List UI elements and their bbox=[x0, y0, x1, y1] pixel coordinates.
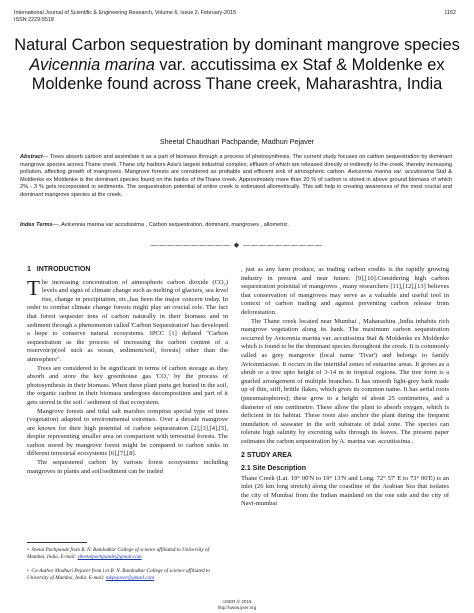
page-footer bbox=[0, 599, 474, 611]
section-heading-study-area: 2 STUDY AREA bbox=[241, 452, 292, 460]
email-link-1[interactable]: sheetalpachpande@gmail.com bbox=[77, 553, 142, 560]
footnote-2: • Co-Author Madhuri Pejaver from l et B. N. Bandodkar College of science affiliated to University of Mumbai, India. E-mail: mkpejaver@gmail.com bbox=[27, 568, 211, 581]
index-terms: Index Terms—, Avicennia marina var accutissima , Carbon sequestration, dominant, mangroves , allometric. bbox=[20, 222, 290, 228]
authors: Sheetal Chaudhari Pachpande, Madhuri Pejaver bbox=[159, 137, 315, 146]
drop-cap: T bbox=[27, 275, 40, 300]
abstract-label: Abstract bbox=[20, 154, 43, 160]
intro-paragraph-2: Trees are considered to be significant in terms of carbon storage as they absorb and store the key greenhouse gas 'CO₂' by the process of photosynthesis in their biomass. When these plant parts get buried in the soil, the organic carbon in their biomass undergoes decomposition and part of it gets stored in the soil / sediment of that ecosystem. bbox=[27, 364, 228, 406]
intro-paragraph-5: , just as any farm produce, as trading carbon credits is the rapidly growing industry in present and near future. [9],[10].Considering high carbon sequestration potential of mangroves , many researchers [11],[12],[13] believes that conservation of mangroves may serve as a valuable and useful tool in context of carbon trading and against preventing carbon release from deforestation. bbox=[241, 266, 449, 316]
page-number: 1162 bbox=[444, 10, 456, 16]
issn: ISSN 2229-5518 bbox=[14, 17, 54, 23]
right-column bbox=[241, 266, 449, 509]
journal-header bbox=[14, 10, 236, 24]
paper-title: Natural Carbon sequestration by dominant mangrove species Avicennia marina var. accutissima ex Staf & Moldenke ex Moldenke found across Thane creek, Maharashtra, India bbox=[14, 36, 460, 94]
left-column bbox=[27, 266, 228, 476]
copyright: IJSER © 2015 bbox=[222, 599, 252, 604]
section-divider: —————————— ◆ —————————— bbox=[150, 242, 324, 249]
email-link-2[interactable]: mkpejaver@gmail.com bbox=[105, 574, 154, 581]
abstract: Abstract— Trees absorb carbon and assimilate it as a part of biomass through a process of photosynthesis. The current study focuses on carbon sequestration by dominant mangrove species across Thane creek. Thane city harbors Asia's largest industrial complex; effluent of which are released directly or indirectly to the creek, thereby increasing pollution, affecting growth of mangroves. Mangrove forests are considered as probable and efficient sink of atmospheric carbon. Avicennia marina var. accutissima Staf & Moldenke ex Moldenke is the dominant species found on the banks of theThane creek. Approximately more than 20 % of carbon is stored in above ground biomass of which 2% - 3 % gets incorporated in sediments. The sequestration potential of entire creek is estimated allometrically. This will help in creating awareness of the most crucial and dominant mangrove species at the creek. bbox=[20, 154, 452, 198]
subsection-heading-site: 2.1 Site Description bbox=[241, 465, 306, 473]
intro-paragraph-4: The sequestered carbon by various forest ecosystems including mangroves in plants and soil/sediment can be traded bbox=[27, 459, 228, 475]
intro-paragraph-6: The Thane creek located near Mumbai , Maharashtra ,India inhabits rich mangrove vegetation along its bank. The maximum carbon sequestration occurred by Avicennia marina var. accutissima Staf & Moldenke ex Moldenke which is found to be the dominant species throughout the creek. It is commonly called as grey mangrove (local name 'Tivar') and belongs to family Avicenniaceae. It occurs in the intertidal zones of estuarine areas. It grows as a shrub or a tree upto height of 3-14 m in tropical regions. The tree form is a gnarled arrangement of multiple branches. It has smooth light-grey bark made up of thin, stiff, brittle flakes, which gives its common name. It has aerial roots (pneumatophores); these grow to a height of about 25 centimetres, and a diameter of one centimetre. These allow the plant to absorb oxygen, which is deficient in its habitat. These roots also anchor the plant during the frequent inundation of seawater in the soft substrate of tidal zone. The species can tolerate high salinity by excreting salts through its leaves. The present paper estimates the carbon sequestration by A. marina var. accuttissima . bbox=[241, 317, 449, 445]
title-species: Avicennia marina bbox=[29, 55, 155, 74]
journal-url[interactable]: http://www.ijser.org bbox=[217, 605, 257, 610]
footnote-1: • Shetal Pachpande from B. N. Bandodkar College of science affiliated to University of Mumbai, India. E-mail: sheetalpachpande@gmail.com bbox=[27, 547, 210, 560]
journal-name: International Journal of Scientific & Engineering Research, Volume 6, Issue 2, February-2015 bbox=[14, 10, 237, 16]
footnote-rule bbox=[27, 542, 87, 543]
site-paragraph: Thane Creek (Lat. 19° 00'N to 19° 13'N and Long. 72° 57' E to 73° 00'E) is an inlet (26 km long stretch) along the coastline of the Arabian Sea that isolates the city of Mumbai from the Indian mainland on the one side and the city of Navi-mumbai bbox=[241, 474, 449, 508]
intro-paragraph-1: The increasing concentration of atmospheric carbon dioxide (CO₂) levels and signs of climate change such as melting of glaciers, sea level rise, change in precipitation, etc.,has been the major concern today. In order to combat climate change forests might play an crucial role. The fact that forest sequester tons of carbon naturally in their biomass and in sediment through a phenomenon called 'Carbon Sequestration' has developed a hope to conserve natural ecosystems. IPCC [1] defined "Carbon sequestration as the process of increasing the carbon content of a reservoir/p(ool such as ocean, sediment/soil, forests) other than the atmosphere". bbox=[27, 275, 228, 363]
section-heading-introduction: 1 INTRODUCTION bbox=[27, 266, 91, 273]
index-terms-label: Index Terms bbox=[20, 222, 53, 228]
intro-paragraph-3: Mangrove forests and tidal salt marshes comprise special type of trees (vegetation) adapted to environmental extremes. Over a decade mangrove are known for their high potential of carbon sequestration [2],[3],[4],[5], despite representing smaller area on comparison with terrestrial forests. The carbon stored by mangrove forest might be compared to carbon sinks in different terrestrial ecosystems [6],[7],[8]. bbox=[27, 407, 228, 458]
